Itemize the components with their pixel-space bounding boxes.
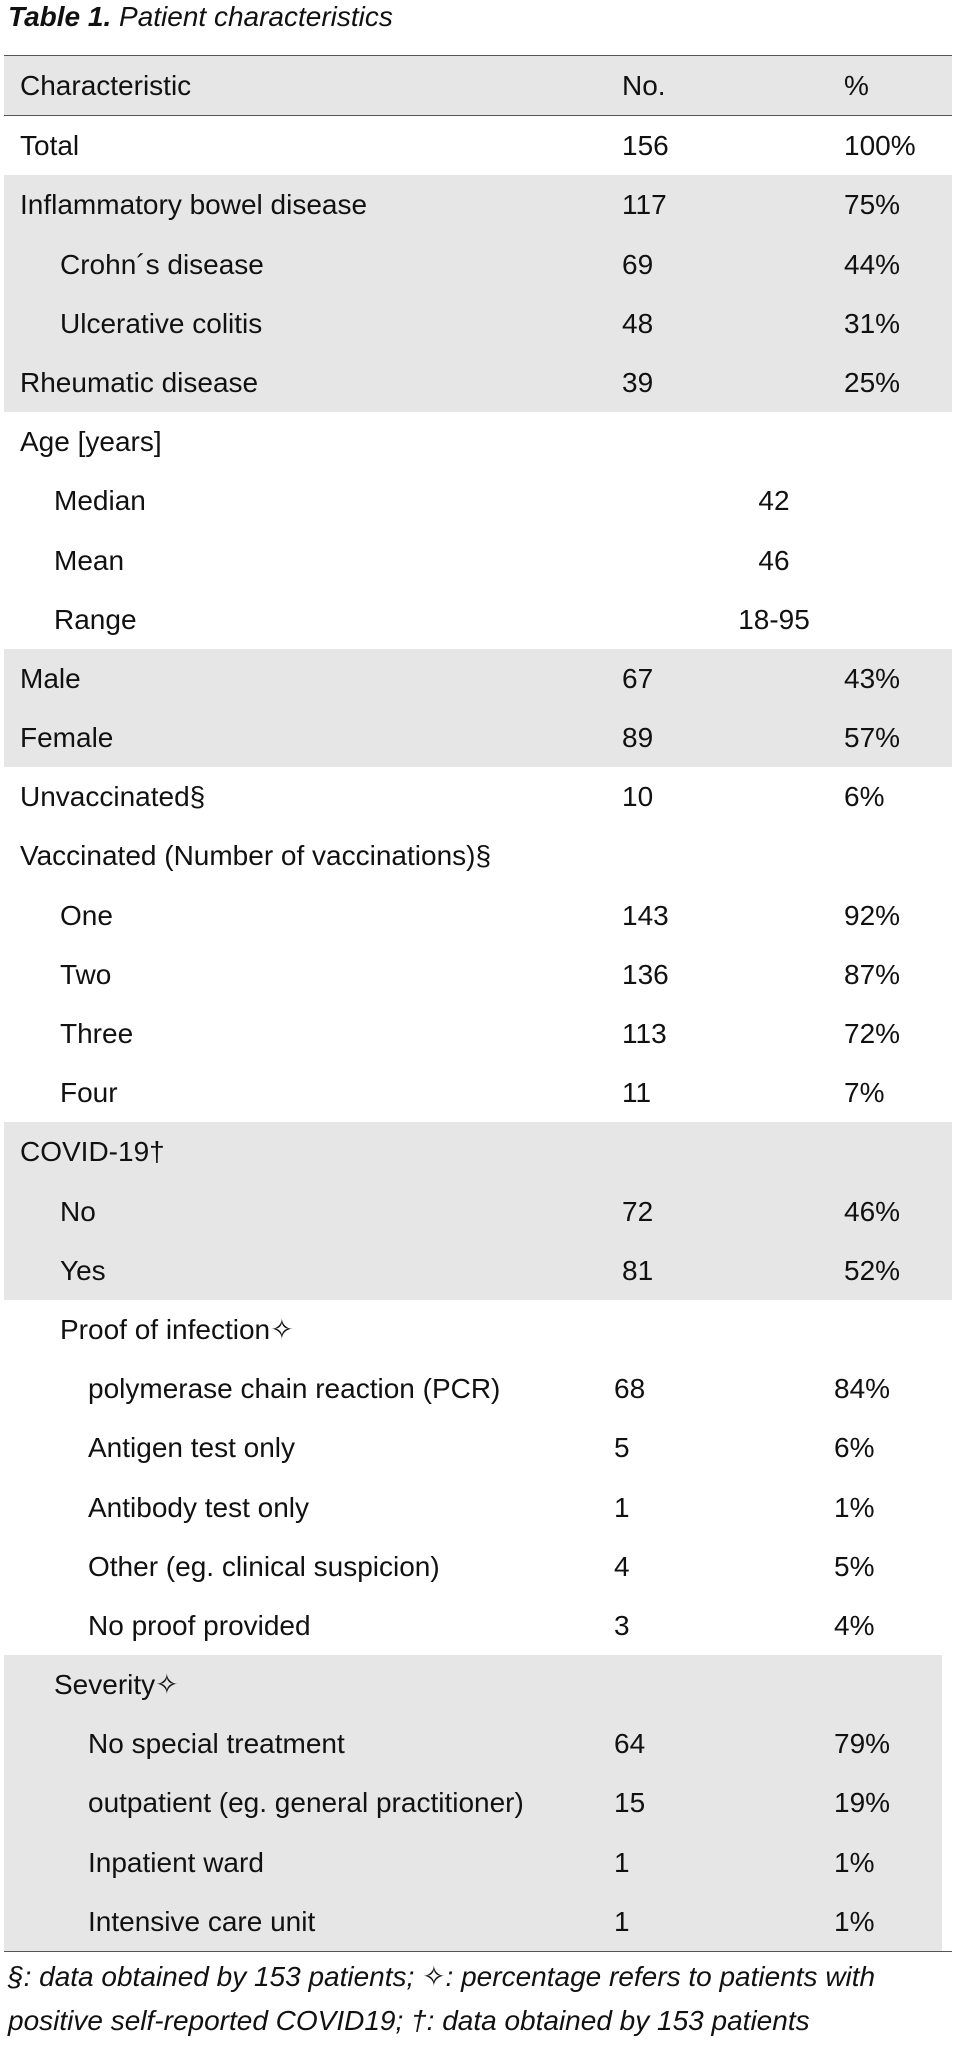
- table-row: [4, 1182, 952, 1241]
- table-row: [4, 590, 952, 649]
- table-row: [4, 531, 952, 590]
- row-count: 64: [614, 1728, 646, 1760]
- table-row: [4, 235, 952, 294]
- row-count: 136: [622, 958, 669, 990]
- table-row: [4, 767, 952, 826]
- row-percent: 31%: [844, 307, 901, 339]
- row-label: Range: [54, 603, 137, 635]
- row-label: COVID-19†: [20, 1136, 165, 1168]
- table-body: [4, 116, 952, 1952]
- row-percent: 75%: [844, 189, 901, 221]
- row-label: Proof of infection✧: [60, 1313, 294, 1345]
- row-percent: 52%: [844, 1254, 901, 1286]
- row-percent: 72%: [844, 1018, 901, 1049]
- table-row: [4, 886, 952, 945]
- table-row: [4, 175, 952, 234]
- table-row: [4, 116, 952, 175]
- row-percent: 46%: [844, 1195, 901, 1227]
- table-row: [4, 412, 952, 471]
- row-percent: 1%: [834, 1846, 875, 1878]
- row-label: Three: [60, 1018, 134, 1049]
- table-row: [4, 1122, 952, 1181]
- row-percent: 4%: [834, 1609, 875, 1641]
- row-label: No proof provided: [88, 1609, 311, 1641]
- row-percent: 25%: [844, 366, 901, 398]
- row-value: 18-95: [738, 603, 810, 635]
- table-row: [4, 1359, 952, 1418]
- patient-characteristics-table: [4, 55, 952, 1952]
- row-label: Crohn´s disease: [60, 248, 264, 280]
- row-label: No: [60, 1195, 96, 1227]
- table-footnote: §: data obtained by 153 patients; ✧: percentage refers to patients with positive self-reported COVID19; †: data obtained by 153 patients: [8, 1961, 876, 2036]
- row-count: 1: [614, 1846, 630, 1878]
- table-row: [4, 649, 952, 708]
- row-count: 117: [622, 189, 667, 221]
- row-count: 11: [622, 1077, 652, 1109]
- row-count: 81: [622, 1254, 654, 1286]
- row-label: No special treatment: [88, 1728, 345, 1760]
- table-title: [8, 0, 393, 34]
- row-count: 1: [614, 1905, 630, 1937]
- header-no: No.: [622, 70, 666, 101]
- row-label: Other (eg. clinical suspicion): [88, 1550, 440, 1582]
- table-caption: Patient characteristics: [111, 1, 393, 32]
- row-label: Yes: [60, 1254, 106, 1286]
- row-label: polymerase chain reaction (PCR): [88, 1373, 501, 1405]
- row-count: 1: [614, 1491, 630, 1523]
- row-count: 156: [622, 130, 669, 162]
- row-label: Inpatient ward: [88, 1846, 264, 1878]
- table-number: Table 1.: [8, 1, 112, 32]
- table-row: [4, 1004, 952, 1063]
- table-row: [4, 1714, 952, 1773]
- row-label: Antigen test only: [88, 1432, 296, 1464]
- row-label: Median: [54, 485, 146, 517]
- table-row: [4, 353, 952, 412]
- row-count: 67: [622, 662, 654, 694]
- table-row: [4, 1892, 952, 1952]
- row-label: Ulcerative colitis: [60, 307, 263, 339]
- row-label: One: [60, 899, 113, 931]
- table-row: [4, 708, 952, 767]
- row-count: 5: [614, 1432, 630, 1464]
- row-label: Antibody test only: [88, 1491, 310, 1523]
- row-label: Total: [20, 130, 80, 162]
- row-label: Male: [20, 662, 81, 694]
- table-header-row: [4, 56, 952, 116]
- table-row: [4, 294, 952, 353]
- row-percent: 92%: [844, 899, 901, 931]
- row-percent: 7%: [844, 1077, 885, 1109]
- row-label: outpatient (eg. general practitioner): [88, 1787, 524, 1819]
- row-percent: 79%: [834, 1728, 891, 1760]
- row-label: Female: [20, 722, 114, 754]
- row-count: 72: [622, 1195, 654, 1227]
- row-value: 42: [758, 485, 790, 517]
- row-label: Mean: [54, 544, 125, 576]
- row-percent: 57%: [844, 722, 901, 754]
- row-count: 39: [622, 366, 654, 398]
- row-percent: 87%: [844, 958, 901, 990]
- row-value: 46: [758, 544, 790, 576]
- row-label: Severity✧: [54, 1669, 179, 1701]
- row-count: 113: [622, 1018, 667, 1049]
- row-percent: 43%: [844, 662, 901, 694]
- row-label: Inflammatory bowel disease: [20, 189, 368, 221]
- table-row: [4, 1063, 952, 1122]
- row-label: Intensive care unit: [88, 1905, 316, 1937]
- table-row: [4, 1537, 952, 1596]
- row-label: Rheumatic disease: [20, 366, 259, 398]
- row-percent: 6%: [844, 781, 885, 813]
- table-row: [4, 945, 952, 1004]
- row-count: 15: [614, 1787, 646, 1819]
- table-row: [4, 1596, 952, 1655]
- row-label: Age [years]: [20, 426, 162, 458]
- table-row: [4, 1241, 952, 1300]
- row-count: 69: [622, 248, 654, 280]
- row-percent: 84%: [834, 1373, 891, 1405]
- table-row: [4, 1300, 952, 1359]
- row-percent: 1%: [834, 1491, 875, 1523]
- row-count: 68: [614, 1373, 646, 1405]
- table-row: [4, 1478, 952, 1537]
- row-count: 89: [622, 722, 654, 754]
- row-count: 3: [614, 1609, 630, 1641]
- row-percent: 100%: [844, 130, 916, 162]
- header-pct: %: [844, 70, 869, 101]
- table-row: [4, 1833, 952, 1892]
- table-row: [4, 1773, 952, 1832]
- row-percent: 1%: [834, 1905, 875, 1937]
- row-count: 10: [622, 781, 654, 813]
- row-percent: 19%: [834, 1787, 891, 1819]
- table-row: [4, 1418, 952, 1477]
- header-characteristic: Characteristic: [20, 70, 192, 101]
- row-label: Unvaccinated§: [20, 781, 206, 813]
- row-percent: 44%: [844, 248, 901, 280]
- row-count: 48: [622, 307, 654, 339]
- row-count: 4: [614, 1550, 630, 1582]
- row-label: Four: [60, 1077, 118, 1109]
- table-row: [4, 826, 952, 885]
- table-row: [4, 1655, 952, 1714]
- row-label: Two: [60, 958, 112, 990]
- row-count: 143: [622, 899, 669, 931]
- table-row: [4, 471, 952, 530]
- row-label: Vaccinated (Number of vaccinations)§: [20, 840, 492, 872]
- row-percent: 6%: [834, 1432, 875, 1464]
- row-percent: 5%: [834, 1550, 875, 1582]
